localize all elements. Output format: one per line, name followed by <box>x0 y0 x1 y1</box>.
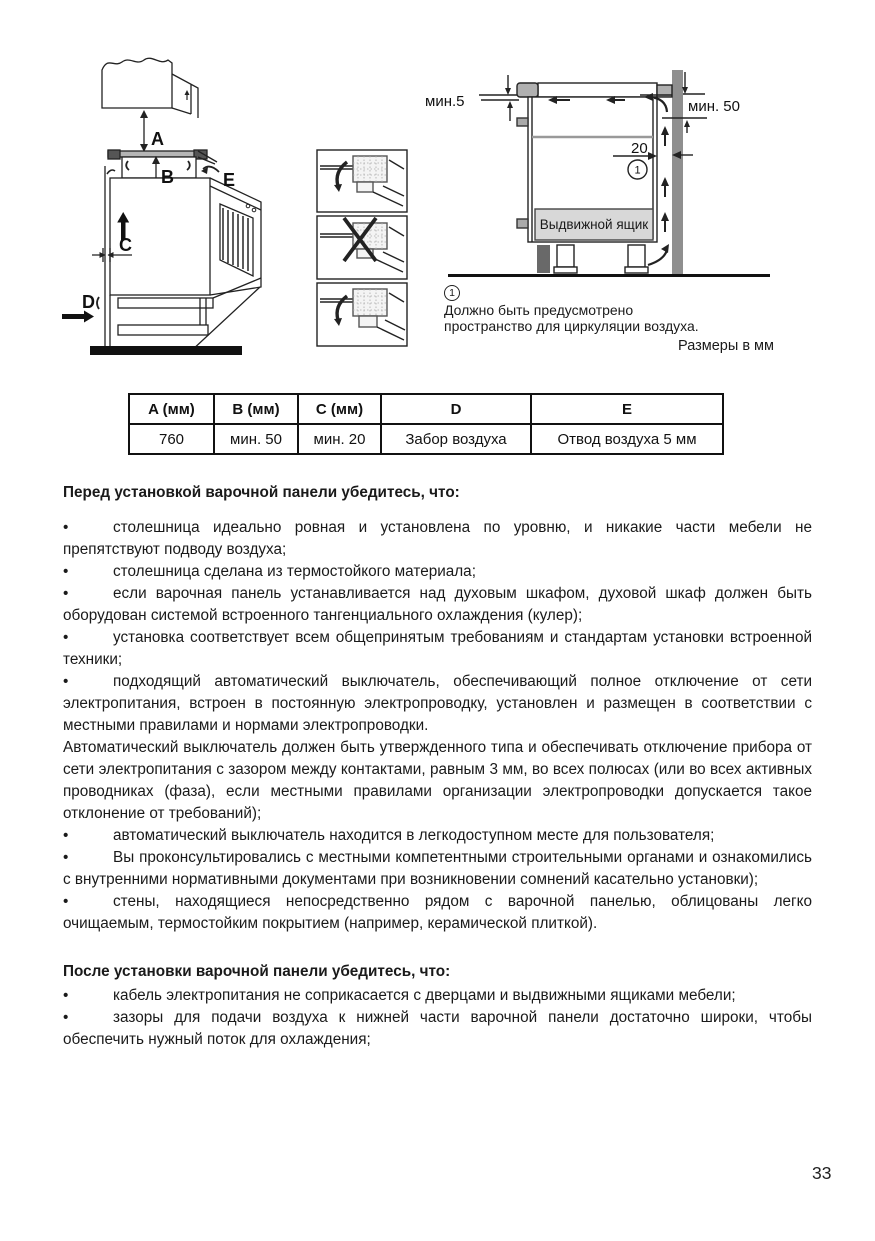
section-heading: Перед установкой варочной панели убедитесь, что: <box>63 484 460 501</box>
table-cell: 760 <box>129 424 214 454</box>
footnote-line: пространство для циркуляции воздуха. <box>444 317 699 334</box>
units-note: Размеры в мм <box>678 338 774 354</box>
table-header-cell: C (мм) <box>298 394 381 424</box>
bullet-text: стены, находящиеся непосредственно рядом с варочной панелью, облицованы легко очищаемым, термостойким покрытием (например, керамической плиткой). <box>63 893 812 932</box>
table-cell: мин. 50 <box>214 424 298 454</box>
bullet-text: установка соответствует всем общепринятым требованиям и стандартам установки встроенной техники; <box>63 629 812 668</box>
hob-trim-left <box>517 83 538 97</box>
figure-footnote <box>444 284 774 334</box>
bullet-marker: • <box>63 849 69 866</box>
cabinet-post <box>537 245 550 273</box>
bullet-text: столешница идеально ровная и установлена по уровню, и никакие части мебели не препятствуют подводу воздуха; <box>63 519 812 558</box>
vent-examples-diagram <box>315 148 411 348</box>
min50-label: мин. 50 <box>688 98 740 115</box>
dim-label-a: A <box>151 129 164 149</box>
bullet-item <box>63 561 812 583</box>
drawer-label: Выдвижной ящик <box>539 217 649 232</box>
table-header-cell: A (мм) <box>129 394 214 424</box>
bullet-marker: • <box>63 629 69 646</box>
dim-label-e: E <box>223 170 236 190</box>
table-header-cell: D <box>381 394 531 424</box>
bullet-marker: • <box>63 1009 69 1026</box>
bullet-text: Вы проконсультировались с местными компетентными строительными органами и ознакомились с внутренними нормативными документами при возникновении сомнений касательно установки); <box>63 849 812 888</box>
bullet-marker: • <box>63 563 69 580</box>
wall-cabinet <box>102 58 172 108</box>
bullet-item <box>63 583 812 627</box>
bullet-marker: • <box>63 827 69 844</box>
bullet-marker: • <box>63 585 69 602</box>
bullet-marker: • <box>63 519 69 536</box>
bullet-text: кабель электропитания не соприкасается с дверцами и выдвижными ящиками мебели; <box>113 987 736 1004</box>
table-cell: Отвод воздуха 5 мм <box>531 424 723 454</box>
table-header-row <box>129 394 723 424</box>
dimensions-table <box>128 393 724 455</box>
footnote-ref-circle: 1 <box>444 285 460 301</box>
page-number: 33 <box>812 1163 832 1183</box>
bullet-item <box>63 671 812 737</box>
body-text <box>63 482 812 1051</box>
bullet-text: автоматический выключатель находится в легкодоступном месте для пользователя; <box>113 827 715 844</box>
bullet-item <box>63 847 812 891</box>
bullet-text: зазоры для подачи воздуха к нижней части варочной панели достаточно широки, чтобы обеспечить нужный поток для охлаждения; <box>63 1009 812 1048</box>
min5-label: мин.5 <box>425 93 465 110</box>
bullet-marker: • <box>63 987 69 1004</box>
bullet-item <box>63 825 812 847</box>
table-header-cell: B (мм) <box>214 394 298 424</box>
table-row <box>129 424 723 454</box>
dim-label-d: D <box>82 292 95 312</box>
vent-example-correct-top <box>317 150 407 212</box>
bullet-marker: • <box>63 893 69 910</box>
bullet-text: подходящий автоматический выключатель, обеспечивающий полное отключение от сети электропитания, встроен в постоянную электропроводку, установлен и размещен в соответствии с местными правилами и нормами электропроводки. <box>63 673 812 734</box>
bullet-item <box>63 891 812 935</box>
footnote-line: Должно быть предусмотрено <box>444 302 634 318</box>
note-ref-number: 1 <box>634 164 641 177</box>
paragraph: Автоматический выключатель должен быть утвержденного типа и обеспечивать отключение прибора от сети электропитания с зазором между контактами, равным 3 мм, во всех полюсах (или во всех активных проводниках (фаза), если местными правилами организации электропроводки допускается такое отклонение от требований); <box>63 739 812 822</box>
vent-example-wrong <box>317 216 407 279</box>
bullet-item <box>63 627 812 671</box>
bullet-item <box>63 1007 812 1051</box>
table-cell: мин. 20 <box>298 424 381 454</box>
section-heading: После установки варочной панели убедитесь, что: <box>63 963 451 980</box>
bullet-text: если варочная панель устанавливается над духовым шкафом, духовой шкаф должен быть оборудован системой встроенного тангенциального охлаждения (кулер); <box>63 585 812 624</box>
bullet-text: столешница сделана из термостойкого материала; <box>113 563 476 580</box>
bullet-marker: • <box>63 673 69 690</box>
vent-example-correct-bottom <box>317 283 407 346</box>
table-cell: Забор воздуха <box>381 424 531 454</box>
floor-line <box>448 274 770 277</box>
wall <box>672 70 683 275</box>
dim-label-b: B <box>161 167 174 187</box>
bullet-item <box>63 985 812 1007</box>
gap20-label: 20 <box>631 140 648 157</box>
dim-label-c: C <box>119 235 132 255</box>
clearance-section-diagram <box>421 59 801 284</box>
oven-installation-diagram <box>56 50 281 362</box>
table-header-cell: E <box>531 394 723 424</box>
bullet-item <box>63 517 812 561</box>
